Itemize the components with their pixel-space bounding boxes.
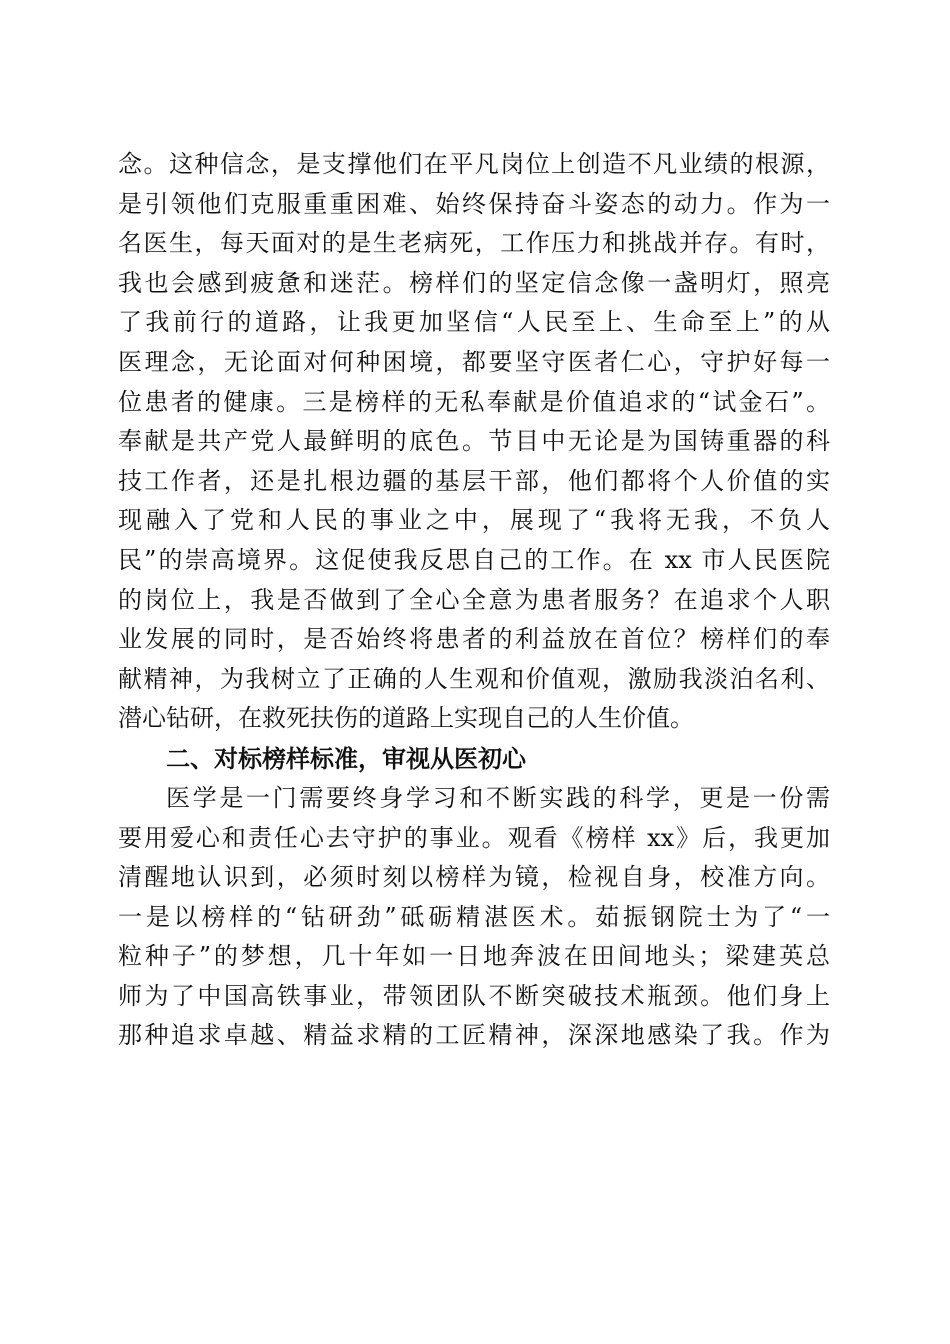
text-line: 师为了中国高铁事业，带领团队不断突破技术瓶颈。他们身上: [118, 981, 830, 1010]
text-line: 医理念，无论面对何种困境，都要坚守医者仁心，守护好每一: [118, 347, 830, 376]
text-line: 的岗位上，我是否做到了全心全意为患者服务？在追求个人职: [118, 585, 830, 614]
text-line: 清醒地认识到，必须时刻以榜样为镜，检视自身，校准方向。: [118, 863, 830, 892]
text-line: 位患者的健康。三是榜样的无私奉献是价值追求的“试金石”。: [118, 387, 830, 416]
text-line: 献精神，为我树立了正确的人生观和价值观，激励我淡泊名利、: [118, 664, 830, 693]
text-line: 要用爱心和责任心去守护的事业。观看《榜样 xx》后，我更加: [118, 823, 830, 852]
text-line: 一是以榜样的“钻研劲”砥砺精湛医术。茹振钢院士为了“一: [118, 902, 830, 931]
text-line: 了我前行的道路，让我更加坚信“人民至上、生命至上”的从: [118, 308, 830, 337]
text-line: 名医生，每天面对的是生老病死，工作压力和挑战并存。有时，: [118, 229, 830, 258]
text-line: 那种追求卓越、精益求精的工匠精神，深深地感染了我。作为: [118, 1021, 830, 1050]
text-line: 潜心钻研，在救死扶伤的道路上实现自己的人生价值。: [118, 704, 694, 733]
paragraph-2: [118, 779, 830, 1056]
text-line: 民”的崇高境界。这促使我反思自己的工作。在 xx 市人民医院: [118, 545, 830, 574]
text-line: 念。这种信念，是支撑他们在平凡岗位上创造不凡业绩的根源，: [118, 150, 830, 178]
text-line: 粒种子”的梦想，几十年如一日地奔波在田间地头；梁建英总: [118, 942, 830, 971]
document-body: [118, 145, 830, 1056]
text-line: 奉献是共产党人最鲜明的底色。节目中无论是为国铸重器的科: [118, 427, 830, 456]
text-line: 医学是一门需要终身学习和不断实践的科学，更是一份需: [166, 783, 830, 812]
text-line: 技工作者，还是扎根边疆的基层干部，他们都将个人价值的实: [118, 466, 830, 495]
text-line: 是引领他们克服重重困难、始终保持奋斗姿态的动力。作为一: [118, 189, 830, 218]
paragraph-1: [118, 145, 830, 739]
text-line: 我也会感到疲惫和迷茫。榜样们的坚定信念像一盏明灯，照亮: [118, 268, 830, 297]
section-heading: 二、对标榜样标准，审视从医初心: [166, 744, 526, 773]
text-line: 现融入了党和人民的事业之中，展现了“我将无我，不负人: [118, 506, 830, 535]
text-line: 业发展的同时，是否始终将患者的利益放在首位？榜样们的奉: [118, 625, 830, 654]
